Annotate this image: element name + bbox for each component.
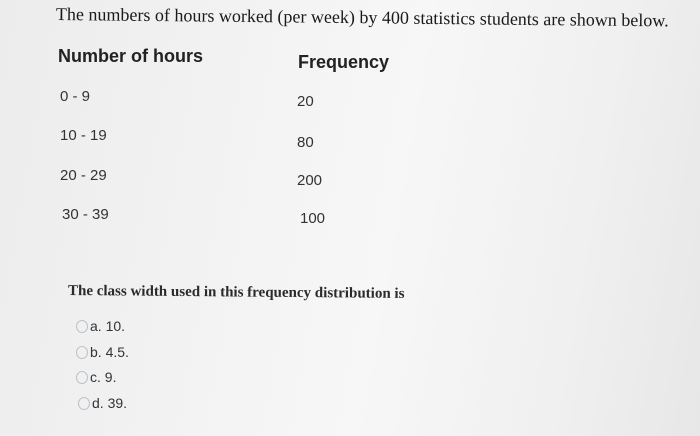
option-label: c. 9. — [90, 369, 117, 385]
option-label: b. 4.5. — [90, 344, 129, 360]
option-d[interactable] — [78, 395, 127, 411]
option-b[interactable] — [76, 344, 129, 360]
radio-button[interactable] — [76, 371, 88, 384]
column-header-frequency: Frequency — [298, 52, 390, 72]
option-label: a. 10. — [90, 318, 126, 334]
cell-hours: 0 - 9 — [60, 88, 91, 105]
radio-button[interactable] — [76, 320, 88, 333]
question-text: The numbers of hours worked (per week) by 400 statistics students are shown below. — [55, 4, 669, 31]
cell-frequency: 20 — [297, 93, 314, 110]
cell-hours: 20 - 29 — [60, 167, 107, 184]
cell-hours: 30 - 39 — [62, 206, 109, 223]
cell-frequency: 100 — [300, 210, 326, 227]
cell-hours: 10 - 19 — [60, 127, 107, 144]
cell-frequency: 200 — [297, 172, 323, 189]
cell-frequency: 80 — [297, 134, 314, 151]
radio-button[interactable] — [76, 346, 88, 359]
option-c[interactable] — [76, 369, 116, 385]
radio-button[interactable] — [78, 397, 90, 410]
column-header-hours: Number of hours — [58, 46, 204, 66]
prompt-text: The class width used in this frequency distribution is — [67, 283, 405, 302]
option-a[interactable] — [76, 318, 125, 334]
option-label: d. 39. — [92, 395, 128, 411]
